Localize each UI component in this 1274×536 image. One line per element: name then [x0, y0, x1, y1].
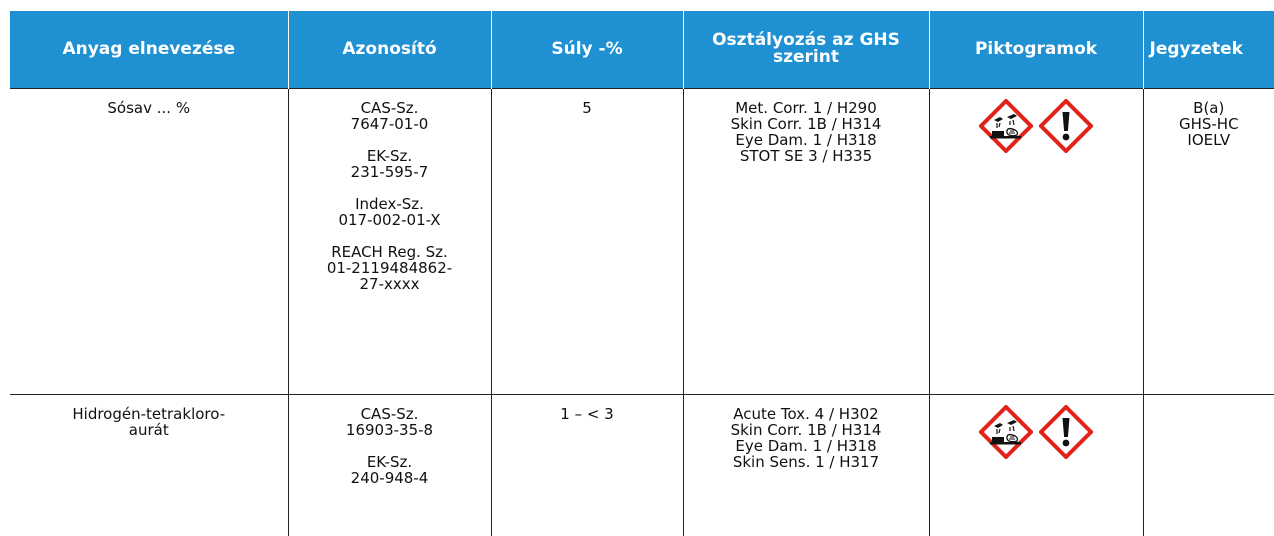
- substance-name: Hidrogén-tetrakloro-: [72, 404, 226, 423]
- exclamation-mark-icon: [1039, 99, 1093, 156]
- classification-line: Eye Dam. 1 / H318: [735, 436, 877, 455]
- notes-cell: [1143, 88, 1274, 394]
- corrosion-icon: [979, 99, 1033, 156]
- substance-name-cell: [10, 88, 288, 394]
- header-notes: [1143, 11, 1274, 88]
- composition-table: [10, 11, 1274, 536]
- reach-number: 01-2119484862-: [326, 258, 453, 277]
- weight-cell: [491, 394, 683, 536]
- table-header: [10, 11, 1274, 88]
- header-label: Azonosító: [342, 38, 437, 59]
- classification-line: Skin Corr. 1B / H314: [730, 420, 882, 439]
- classification-line: Met. Corr. 1 / H290: [735, 98, 877, 117]
- note-item: B(a): [1193, 98, 1225, 117]
- notes-cell: [1143, 394, 1274, 536]
- weight-cell: [491, 88, 683, 394]
- header-substance-name: [10, 11, 288, 88]
- corrosion-icon: [979, 405, 1033, 462]
- header-label: Osztályozás az GHS: [712, 30, 900, 51]
- index-label: Index-Sz.: [355, 194, 424, 213]
- classification-line: Eye Dam. 1 / H318: [735, 130, 877, 149]
- header-pictograms: [929, 11, 1143, 88]
- weight-value: 1 – < 3: [560, 404, 614, 423]
- substance-name: Sósav ... %: [107, 98, 191, 117]
- header-label: Piktogramok: [974, 38, 1098, 59]
- note-item: GHS-HC: [1178, 114, 1239, 133]
- header-label: Anyag elnevezése: [62, 38, 236, 59]
- header-identifier: [288, 11, 491, 88]
- classification-line: STOT SE 3 / H335: [739, 146, 873, 165]
- weight-value: 5: [582, 98, 592, 117]
- classification-cell: [683, 88, 929, 394]
- header-weight-percent: [491, 11, 683, 88]
- cas-number: 16903-35-8: [345, 420, 434, 439]
- ec-label: EK-Sz.: [366, 452, 413, 471]
- identifier-cell: [288, 394, 491, 536]
- cas-number: 7647-01-0: [350, 114, 429, 133]
- ec-number: 240-948-4: [350, 468, 429, 487]
- exclamation-mark-icon: [1039, 405, 1093, 462]
- ec-number: 231-595-7: [350, 162, 429, 181]
- index-number: 017-002-01-X: [338, 210, 441, 229]
- cas-label: CAS-Sz.: [360, 98, 419, 117]
- header-label: Jegyzetek: [1149, 38, 1243, 59]
- note-item: IOELV: [1187, 130, 1231, 149]
- pictograms-cell: [929, 394, 1143, 536]
- reach-label: REACH Reg. Sz.: [331, 242, 448, 261]
- header-label: Súly -%: [551, 38, 623, 59]
- classification-cell: [683, 394, 929, 536]
- pictograms-cell: [929, 88, 1143, 394]
- classification-line: Skin Sens. 1 / H317: [732, 452, 880, 471]
- reach-number-cont: 27-xxxx: [359, 274, 420, 293]
- table-row: [10, 88, 1274, 394]
- classification-line: Acute Tox. 4 / H302: [733, 404, 879, 423]
- substance-name-cont: aurát: [128, 420, 169, 439]
- substance-name-cell: [10, 394, 288, 536]
- classification-line: Skin Corr. 1B / H314: [730, 114, 882, 133]
- header-label: szerint: [773, 47, 839, 68]
- cas-label: CAS-Sz.: [360, 404, 419, 423]
- ec-label: EK-Sz.: [366, 146, 413, 165]
- table-row: [10, 394, 1274, 536]
- identifier-cell: [288, 88, 491, 394]
- header-ghs-classification: [683, 11, 929, 88]
